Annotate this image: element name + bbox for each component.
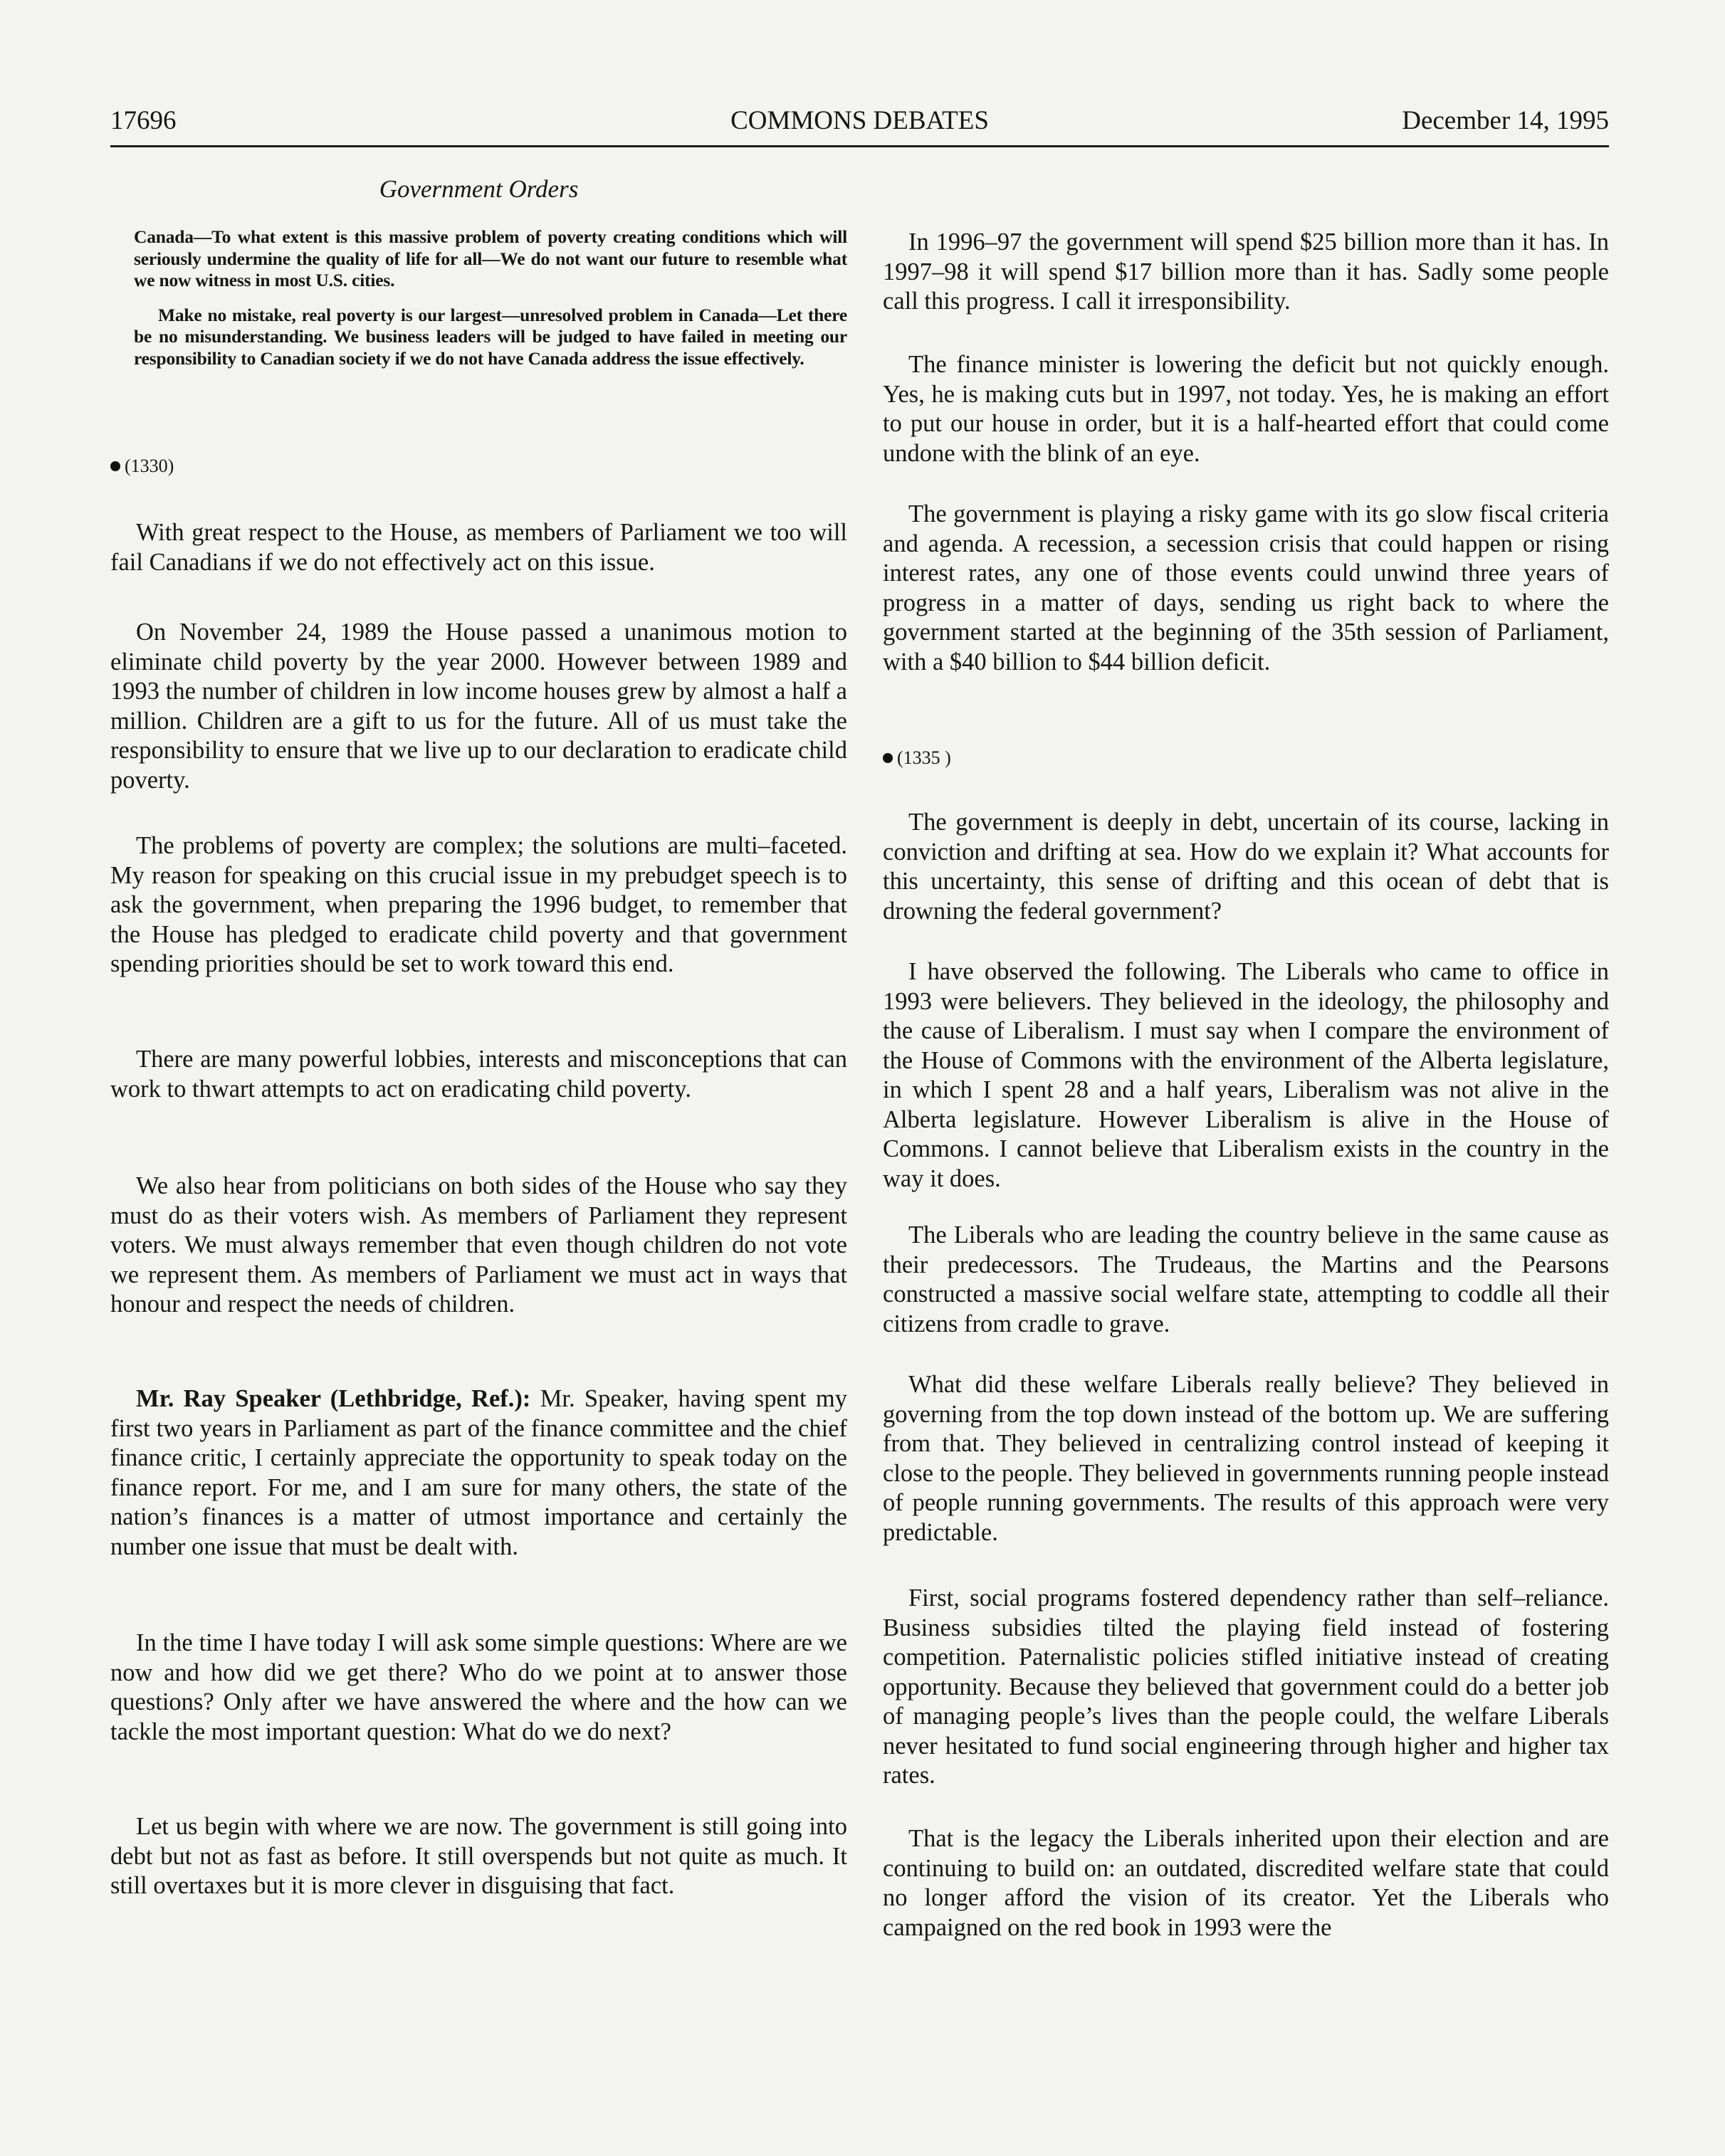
left-paragraph-8: Let us begin with where we are now. The government is still going into debt but not as fast as before. It still overspends but not quite as much. It still overtaxes but it is more clever in disguising that fact. bbox=[110, 1813, 847, 1899]
quote-paragraph-2: Make no mistake, real poverty is our largest—unresolved problem in Canada—Let there be no misunderstanding. We business leaders will be judged to have failed in meeting our responsibility to Canadian society if we do not have Canada address the issue effectively. bbox=[134, 304, 847, 369]
right-paragraph-2: The finance minister is lowering the deficit but not quickly enough. Yes, he is making cuts but in 1997, not today. Yes, he is making an effort to put our house in order, but it is a half-hearted effort that could come undone with the blink of an eye. bbox=[883, 351, 1609, 467]
right-paragraph-8: First, social programs fostered dependency rather than self–reliance. Business subsidies tilted the playing field instead of fostering competition. Paternalistic policies stifled initiative instead of creating opportunity. Because they believed that government could do a better job of managing people’s lives than the people could, the welfare Liberals never hesitated to fund social engineering through higher and higher tax rates. bbox=[883, 1584, 1609, 1789]
time-marker-1330: (1330) bbox=[110, 456, 174, 477]
right-paragraph-5: I have observed the following. The Liberals who came to office in 1993 were believers. They believed in the ideology, the philosophy and the cause of Liberalism. I must say when I compare the environment of the House of Commons with the environment of the Alberta legislature, in which I spent 28 and a half years, Liberalism was not alive in the Alberta legislature. However Liberalism is alive in the House of Commons. I cannot believe that Liberalism exists in the country in the way it does. bbox=[883, 958, 1609, 1192]
right-paragraph-3: The government is playing a risky game with its go slow fiscal criteria and agenda. A recession, a secession crisis that could happen or rising interest rates, any one of those events could unwind three years of progress in a matter of days, sending us right back to where the government started at the beginning of the 35th session of Parliament, with a $40 billion to $44 billion deficit. bbox=[883, 500, 1609, 675]
right-paragraph-1: In 1996–97 the government will spend $25 billion more than it has. In 1997–98 it will spend $17 billion more than it has. Sadly some people call this progress. I call it irresponsibility. bbox=[883, 228, 1609, 315]
right-paragraph-9: That is the legacy the Liberals inherited upon their election and are continuing to build on: an outdated, discredited welfare state that could no longer afford the vision of its creator. Yet the Liberals who campaigned on the red book in 1993 were the bbox=[883, 1825, 1609, 1941]
left-paragraph-6 bbox=[110, 1384, 847, 1562]
left-paragraph-1: With great respect to the House, as members of Parliament we too will fail Canadians if we do not effectively act on this issue. bbox=[110, 519, 847, 576]
page-header bbox=[110, 103, 1609, 139]
right-paragraph-6: The Liberals who are leading the country believe in the same cause as their predecessors. The Trudeaus, the Martins and the Pearsons constructed a massive social welfare state, attempting to coddle all their citizens from cradle to grave. bbox=[883, 1221, 1609, 1337]
left-paragraph-5: We also hear from politicians on both sides of the House who say they must do as their voters wish. As members of Parliament they represent voters. We must always remember that even though children do not vote we represent them. As members of Parliament we must act in ways that honour and respect the needs of children. bbox=[110, 1172, 847, 1318]
quoted-excerpt bbox=[134, 226, 847, 369]
left-paragraph-7: In the time I have today I will ask some simple questions: Where are we now and how did we get there? Who do we point at to answer those questions? Only after we have answered the where and the how can we tackle the most important question: What do we do next? bbox=[110, 1629, 847, 1745]
right-paragraph-7: What did these welfare Liberals really believe? They believed in governing from the top down instead of the bottom up. We are suffering from that. They believed in centralizing control instead of keeping it close to the people. They believed in governments running people instead of people running governments. The results of this approach were very predictable. bbox=[883, 1371, 1609, 1546]
bullet-icon bbox=[110, 461, 120, 471]
left-paragraph-4: There are many powerful lobbies, interests and misconceptions that can work to thwart attempts to act on eradicating child poverty. bbox=[110, 1046, 847, 1103]
right-paragraph-4: The government is deeply in debt, uncertain of its course, lacking in conviction and drifting at sea. How do we explain it? What accounts for this uncertainty, this sense of drifting and this ocean of debt that is drowning the federal government? bbox=[883, 809, 1609, 925]
page-number: 17696 bbox=[110, 106, 177, 135]
speaker-name: Mr. Ray Speaker (Lethbridge, Ref.): bbox=[136, 1385, 531, 1412]
section-title: Government Orders bbox=[379, 175, 579, 203]
quote-paragraph-1: Canada—To what extent is this massive problem of poverty creating conditions which will seriously undermine the quality of life for all—We do not want our future to resemble what we now witness in most U.S. cities. bbox=[134, 226, 847, 290]
header-rule bbox=[110, 145, 1609, 147]
speaker-remarks: Mr. Speaker, having spent my first two years in Parliament as part of the finance committee and the chief finance critic, I certainly appreciate the opportunity to speak today on the finance report. For me, and I am sure for many others, the state of the nation’s finances is a matter of utmost importance and certainly the number one issue that must be dealt with. bbox=[110, 1385, 847, 1560]
bullet-icon bbox=[883, 753, 893, 763]
time-marker-1335: (1335 ) bbox=[883, 747, 951, 769]
left-paragraph-3: The problems of poverty are complex; the solutions are multi–faceted. My reason for speaking on this crucial issue in my prebudget speech is to ask the government, when preparing the 1996 budget, to remember that the House has pledged to eradicate child poverty and that government spending priorities should be set to work toward this end. bbox=[110, 832, 847, 977]
left-paragraph-2: On November 24, 1989 the House passed a unanimous motion to eliminate child poverty by the year 2000. However between 1989 and 1993 the number of children in low income houses grew by almost a half a million. Children are a gift to us for the future. All of us must take the responsibility to ensure that we live up to our declaration to eradicate child poverty. bbox=[110, 619, 847, 794]
page-date: December 14, 1995 bbox=[1402, 106, 1609, 135]
publication-title: COMMONS DEBATES bbox=[730, 106, 989, 135]
